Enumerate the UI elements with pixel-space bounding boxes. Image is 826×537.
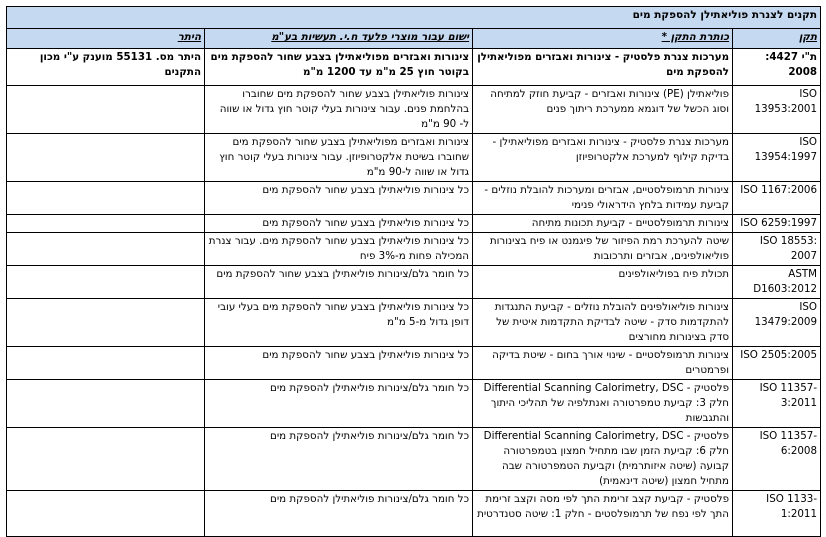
header-permit: היתר: [7, 29, 205, 49]
cell-title: מערכות צנרת פלסטיק - צינורות ואבזרים מפוליאתילן להספקת מים: [473, 49, 733, 86]
table-row: [7, 215, 821, 233]
cell-permit: [7, 182, 205, 215]
cell-permit: [7, 233, 205, 266]
cell-standard: ISO 11357-6:2008: [733, 428, 821, 491]
cell-use: צינורות ואבזרים מפוליאתילן בצבע שחור להספקת מים שחוברו בשיטת אלקטרופיוזן. עבור צינורות בעלי קוטר חוץ גדול או שווה ל-90 מ"מ: [205, 134, 473, 182]
cell-title: מערכות צנרת פלסטיק - צינורות ואבזרים מפוליאתילן - בדיקת קילוף למערכת אלקטרופיוזן: [473, 134, 733, 182]
cell-title: תכולת פיח בפוליאולפינים: [473, 266, 733, 299]
header-use: ישום עבור מוצרי פלעד ח.י. תעשיות בע"מ: [205, 29, 473, 49]
cell-permit: [7, 86, 205, 134]
cell-use: צינורות פוליאתילן בצבע שחור להספקת מים שחוברו בהלחמת פנים. עבור צינורות בעלי קוטר חוץ גדול או שווה ל- 90 מ"מ: [205, 86, 473, 134]
standards-table: [6, 6, 821, 537]
cell-title: שיטה להערכת רמת הפיזור של פיגמנט או פיח בצינורות פוליאולפינים, אבזרים ותרכובות: [473, 233, 733, 266]
table-row: [7, 182, 821, 215]
table-row: [7, 380, 821, 428]
cell-standard: ISO 1167:2006: [733, 182, 821, 215]
table-row: [7, 428, 821, 491]
cell-title: פלסטיק - Differential Scanning Calorimetry, DSC חלק 3: קביעת טמפרטורה ואנתלפיה של תהליכי היתוך והתגבשות: [473, 380, 733, 428]
cell-standard: ת"י 4427: 2008: [733, 49, 821, 86]
cell-use: כל חומר גלם/צינורות פוליאתילן בצבע שחור להספקת מים: [205, 266, 473, 299]
cell-use: כל צינורות פוליאתילן בצבע שחור להספקת מים בעלי עובי דופן גדול מ-5 מ"מ: [205, 299, 473, 347]
cell-title: פלסטיק - קביעת קצב זרימת התך לפי מסה וקצב זרימת התך לפי נפח של תרמופלסטים - חלק 1: שיטה סטנדרטית: [473, 491, 733, 537]
cell-title: פוליאתילן (PE) צינורות ואבזרים - קביעת חוזק למתיחה וסוג הכשל של דוגמא ממערכת ריתוך פנים: [473, 86, 733, 134]
cell-standard: ISO 2505:2005: [733, 347, 821, 380]
cell-permit: [7, 428, 205, 491]
cell-standard: ISO 1133-1:2011: [733, 491, 821, 537]
table-row: [7, 233, 821, 266]
cell-use: כל צינורות פוליאתילן בצבע שחור להספקת מים. עבור צנרת המכילה פחות מ-3% פיח: [205, 233, 473, 266]
cell-use: כל חומר גלם/צינורות פוליאתילן להספקת מים: [205, 491, 473, 537]
cell-permit: [7, 266, 205, 299]
cell-use: כל חומר גלם/צינורות פוליאתילן להספקת מים: [205, 380, 473, 428]
header-title: כותרת התקן *: [473, 29, 733, 49]
table-row: [7, 491, 821, 537]
table-row: [7, 86, 821, 134]
cell-standard: ASTM D1603:2012: [733, 266, 821, 299]
table-row: [7, 299, 821, 347]
cell-title: צינורות תרמופלסטיים - קביעת תכונות מתיחה: [473, 215, 733, 233]
cell-permit: [7, 299, 205, 347]
cell-standard: ISO 11357-3:2011: [733, 380, 821, 428]
cell-standard: ISO 13953:2001: [733, 86, 821, 134]
cell-permit: [7, 380, 205, 428]
cell-permit: [7, 215, 205, 233]
cell-permit: [7, 491, 205, 537]
cell-title: צינורות תרמופלסטיים - שינוי אורך בחום - שיטת בדיקה ופרמטרים: [473, 347, 733, 380]
table-row: [7, 266, 821, 299]
cell-permit: [7, 347, 205, 380]
header-standard: תקן: [733, 29, 821, 49]
cell-standard: ISO 18553: 2007: [733, 233, 821, 266]
cell-title: צינורות פוליאולפינים להובלת נוזלים - קביעת התנגדות להתקדמות סדק - שיטה לבדיקת התקדמות איטית של סדק בצינורות מחורצים: [473, 299, 733, 347]
cell-use: כל חומר גלם/צינורות פוליאתילן להספקת מים: [205, 428, 473, 491]
table-row: [7, 49, 821, 86]
cell-permit: [7, 134, 205, 182]
cell-standard: ISO 6259:1997: [733, 215, 821, 233]
table-row: [7, 347, 821, 380]
cell-standard: ISO 13479:2009: [733, 299, 821, 347]
table-title-row: [7, 7, 821, 29]
cell-permit: היתר מס. 55131 מוענק ע"י מכון התקנים: [7, 49, 205, 86]
table-title: תקנים לצנרת פוליאתילן להספקת מים: [7, 7, 821, 29]
table-row: [7, 134, 821, 182]
cell-use: כל צינורות פוליאתילן בצבע שחור להספקת מים: [205, 182, 473, 215]
cell-title: פלסטיק - Differential Scanning Calorimetry, DSC חלק 6: קביעת הזמן שבו מתחיל חמצון בטמפרטורה קבועה (שיטה איזותרמית) וקביעת הטמפרטורה שבה מתחיל חמצון (שיטה דינאמית): [473, 428, 733, 491]
cell-use: כל צינורות פוליאתילן בצבע שחור להספקת מים: [205, 347, 473, 380]
cell-use: צינורות ואבזרים מפוליאתילן בצבע שחור להספקת מים בקוטר חוץ 25 מ"מ עד 1200 מ"מ: [205, 49, 473, 86]
cell-standard: ISO 13954:1997: [733, 134, 821, 182]
cell-title: צינורות תרמופלסטיים, אבזרים ומערכות להובלת נוזלים - קביעת עמידות בלחץ הידראולי פנימי: [473, 182, 733, 215]
table-header-row: [7, 29, 821, 49]
cell-use: כל צינורות פוליאתילן בצבע שחור להספקת מים: [205, 215, 473, 233]
